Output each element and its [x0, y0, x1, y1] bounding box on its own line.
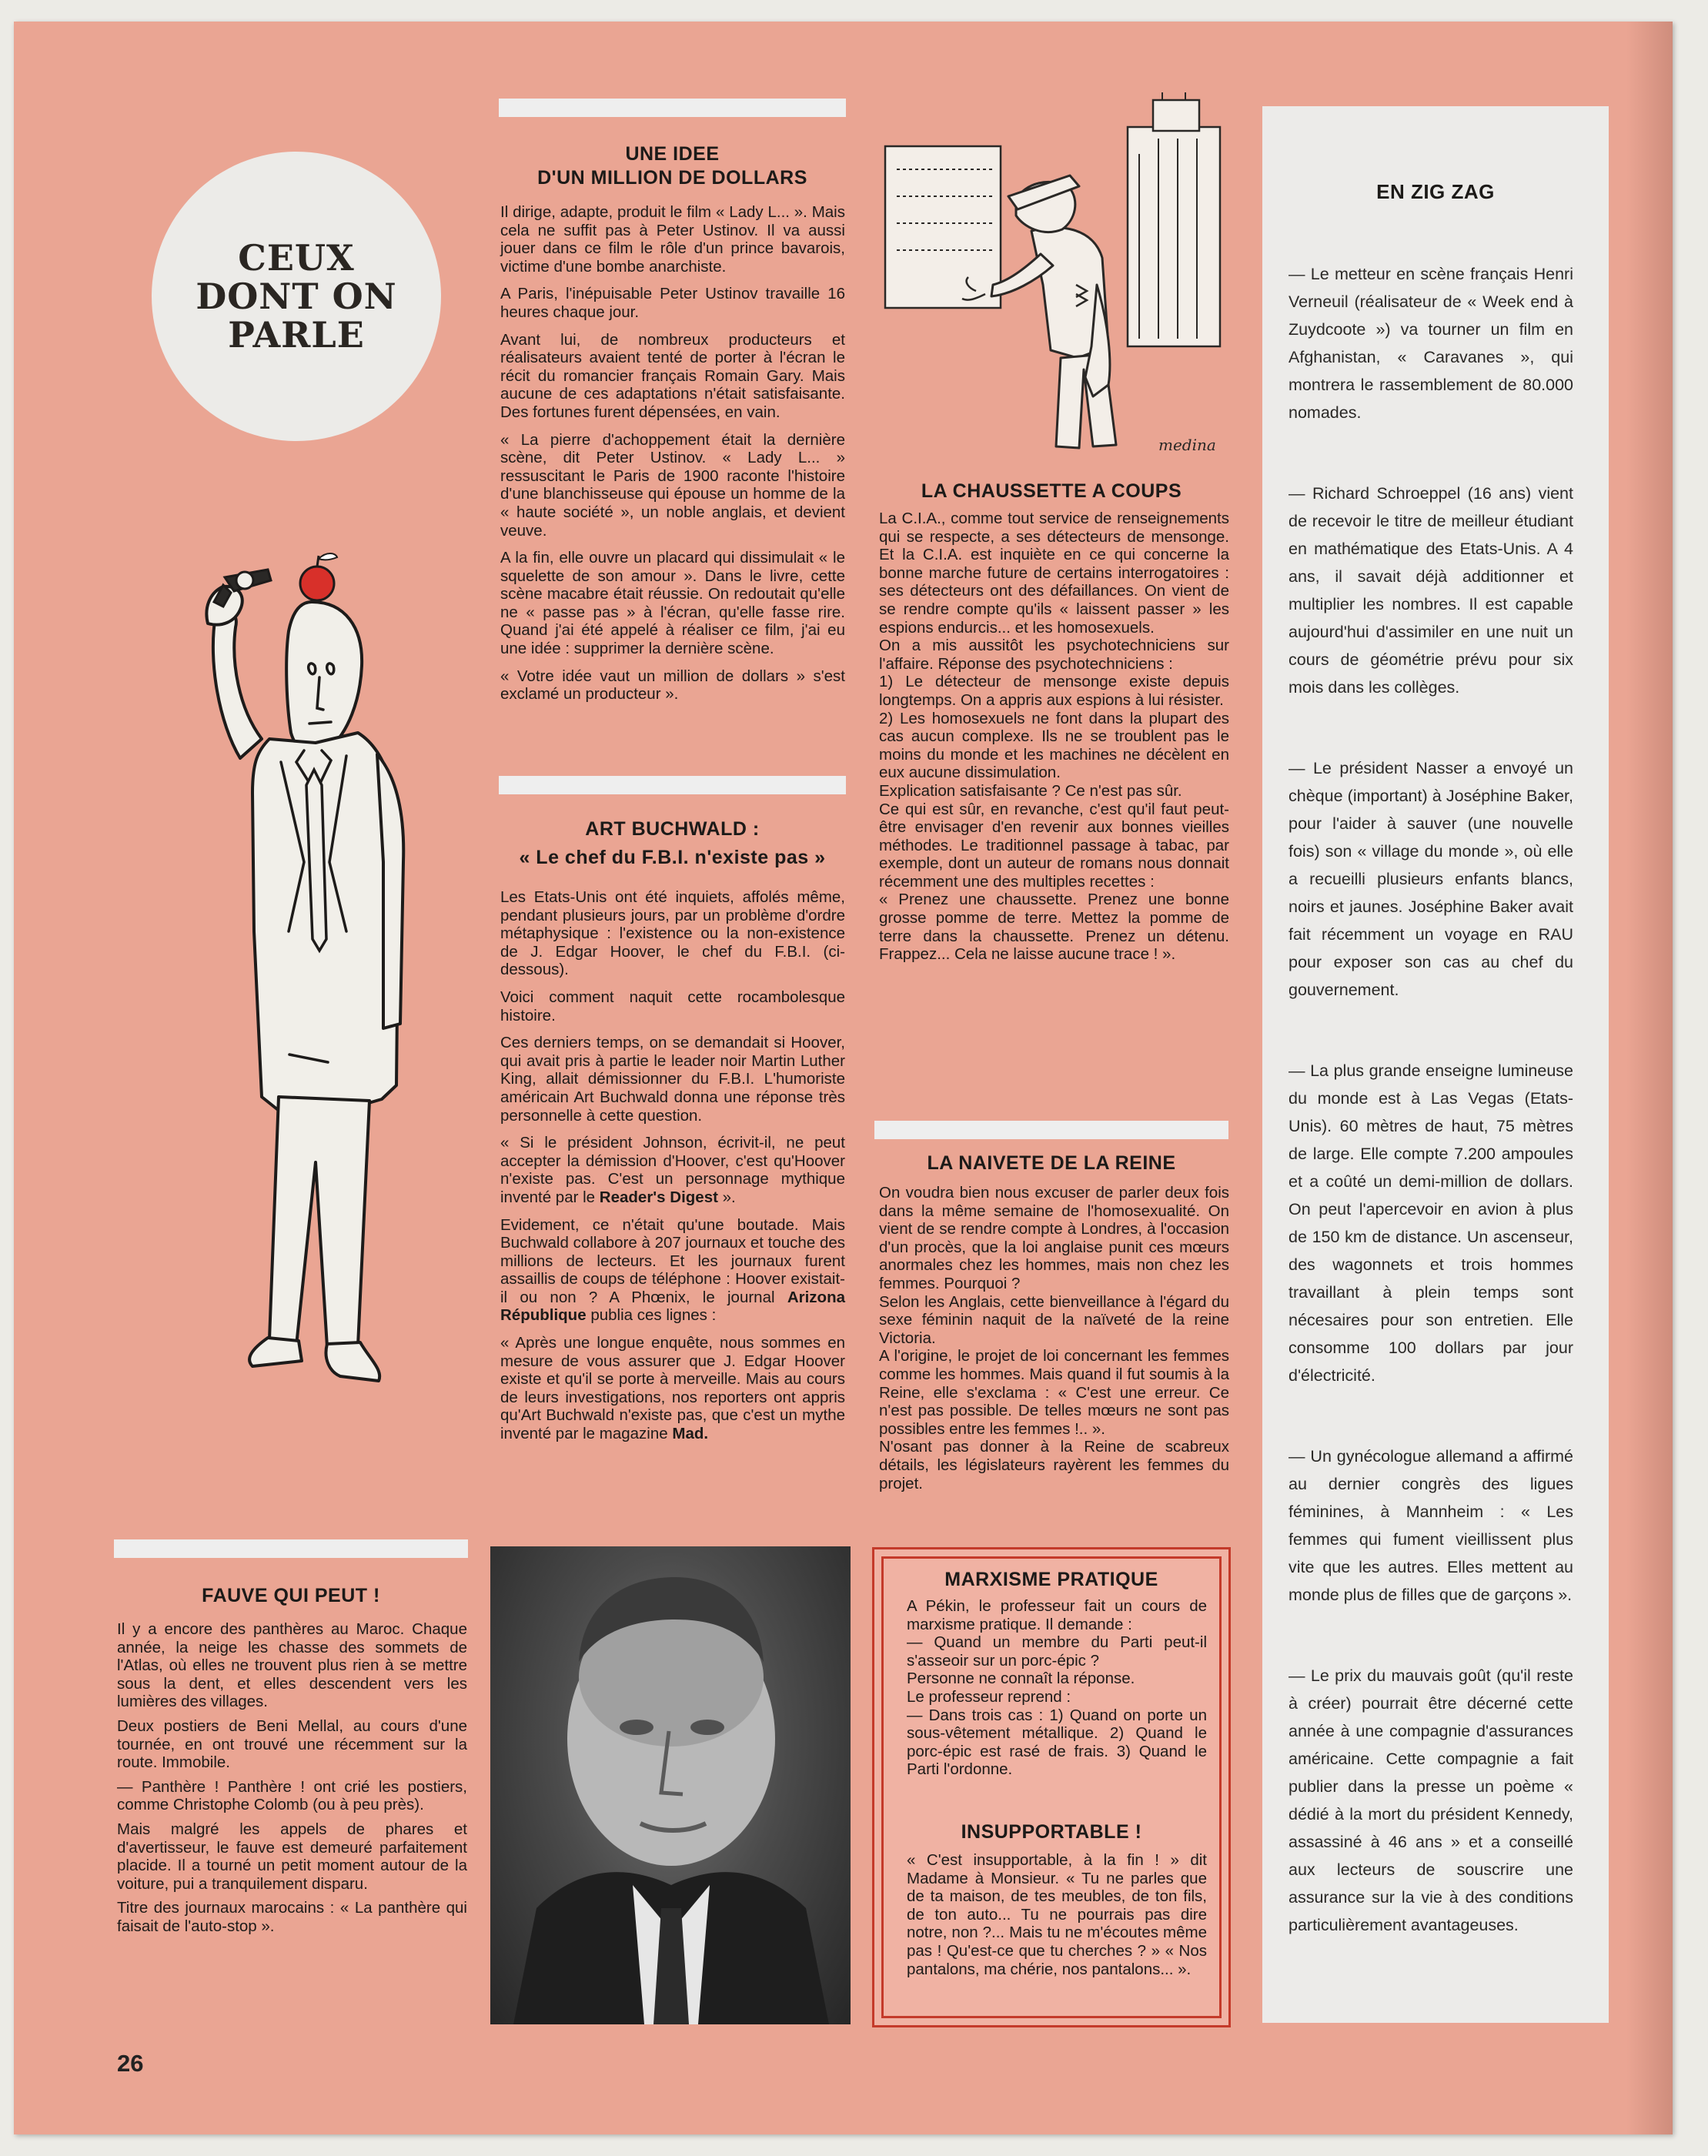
- paragraph: Voici comment naquit cette rocambolesque histoire.: [500, 988, 845, 1025]
- article-title: [499, 142, 846, 190]
- news-item: — Le metteur en scène français Henri Verneuil (réalisateur de « Week end à Zuydcoote ») va tourner un film en Afghanistan, « Caravanes », qui montrera le rassemblement de 80.000 nomades.: [1289, 265, 1573, 422]
- title-line: D'UN MILLION DE DOLLARS: [537, 167, 807, 189]
- divider-bar: [499, 99, 846, 117]
- article-reine-body: [879, 1184, 1229, 1492]
- spy-cartoon-illustration: [877, 92, 1232, 470]
- article-title: LA CHAUSSETTE A COUPS: [921, 480, 1182, 502]
- article-title: [499, 817, 846, 870]
- paragraph: — Dans trois cas : 1) Quand on porte un sous-vêtement métallique. 2) Quand le porc-épic est rasé de frais. 3) Quand le Parti l'ordonne.: [907, 1706, 1207, 1779]
- paragraph: On a mis aussitôt les psychotechniciens sur l'affaire. Réponse des psychotechniciens :: [879, 637, 1229, 673]
- article-marxisme-body: [907, 1597, 1207, 1779]
- paragraph: « Prenez une chaussette. Prenez une bonne grosse pomme de terre. Mettez la pomme de terre dans la chaussette. Prenez un détenu. Frappez... Cela ne laisse aucune trace ! ».: [879, 891, 1229, 964]
- paragraph: — Panthère ! Panthère ! ont crié les postiers, comme Christophe Colomb (ou à peu près).: [117, 1777, 467, 1814]
- paragraph: 1) Le détecteur de mensonge existe depuis longtemps. On a appris aux espions à lui résister.: [879, 673, 1229, 709]
- circle-title-line3: PARLE: [228, 314, 365, 356]
- article-title: LA NAIVETE DE LA REINE: [927, 1152, 1176, 1174]
- paragraph: Il dirige, adapte, produit le film « Lady L... ». Mais cela ne suffit pas à Peter Ustinov. Il va aussi jouer dans ce film le rôle d'un prince bavarois, victime d'une bombe anarchiste.: [500, 203, 845, 276]
- zigzag-sidebar: [1262, 106, 1609, 2023]
- paragraph: A Paris, l'inépuisable Peter Ustinov travaille 16 heures chaque jour.: [500, 285, 845, 321]
- paragraph: Ces derniers temps, on se demandait si Hoover, qui avait pris à partie le leader noir Martin Luther King, allait démissionner du F.B.I. L'humoriste américain Art Buchwald donna une réponse très personnelle à cette question.: [500, 1034, 845, 1125]
- paragraph: « C'est insupportable, à la fin ! » dit Madame à Monsieur. « Tu ne parles que de ta maison, de tes meubles, de ton fils, de ton auto... Tu ne pourrais pas dire notre, non ?... Mais tu ne m'écoutes même pas ! Qu'est-ce que tu cherches ? » « Nos pantalons, ma chérie, nos pantalons... ».: [907, 1851, 1207, 1978]
- paragraph: — Quand un membre du Parti peut-il s'asseoir sur un porc-épic ?: [907, 1633, 1207, 1670]
- title-line: ART BUCHWALD :: [585, 818, 760, 840]
- paragraph: « Votre idée vaut un million de dollars » s'est exclamé un producteur ».: [500, 667, 845, 704]
- marxisme-boxed-article: [872, 1547, 1231, 2027]
- zigzag-body: [1289, 260, 1573, 1992]
- paragraph: A la fin, elle ouvre un placard qui dissimulait « le squelette de son amour ». Dans le livre, cette scène macabre était réussie. On redoutait qu'elle ne « passe pas » à l'écran, qu'elle fasse rire. Quand j'ai été appelé à réaliser ce film, j'ai eu une idée : supprimer la dernière scène.: [500, 549, 845, 658]
- publication-name: Arizona République: [500, 1288, 845, 1325]
- page-number: 26: [117, 2050, 144, 2077]
- news-item: — Un gynécologue allemand a affirmé au dernier congrès des ligues féminines, à Mannheim : « Les femmes qui fument vieillissent plus vite que les autres. Elles mettent au monde plus de filles que de garçons ».: [1289, 1447, 1573, 1604]
- paragraph: Evidement, ce n'était qu'une boutade. Mais Buchwald collabore à 207 journaux et touche des millions de lecteurs. Et les journaux furent assaillis de coups de téléphone : Hoover existait-il ou non ? A Phœnix, le journal Arizona République publia ces lignes :: [500, 1215, 845, 1325]
- divider-bar: [874, 1121, 1228, 1139]
- paragraph: Personne ne connaît la réponse.: [907, 1670, 1135, 1688]
- divider-bar: [114, 1539, 468, 1558]
- paragraph: Selon les Anglais, cette bienveillance à l'égard du sexe féminin naquit de la naïveté de la reine Victoria.: [879, 1292, 1229, 1347]
- man-with-apple-illustration: [139, 531, 446, 1455]
- article-idee-body: [500, 203, 845, 713]
- sidebar-title: EN ZIG ZAG: [1376, 180, 1495, 203]
- paragraph: La C.I.A., comme tout service de renseignements qui se respecte, a ses détecteurs de mensonge. Et la C.I.A. est inquiète en ce qui concerne la bonne marche future de certains interrogatoires : ses détecteurs ont des défaillances. On vient de se rendre compte qu'ils « laissent passer » les espions endurcis... et les homosexuels.: [879, 510, 1229, 637]
- paragraph: Mais malgré les appels de phares et d'avertisseur, le fauve est demeuré parfaitement placide. Il a tourné un petit moment autour de la voiture, pui a tranquilement disparu.: [117, 1820, 467, 1893]
- article-insupportable-body: [907, 1851, 1207, 1978]
- cartoon-signature: medina: [1158, 436, 1216, 454]
- paragraph: Les Etats-Unis ont été inquiets, affolés même, pendant plusieurs jours, par un problème d'ordre métaphysique : l'existence ou la non-existence de J. Edgar Hoover, le chef du F.B.I. (ci-dessous).: [500, 888, 845, 979]
- article-title: MARXISME PRATIQUE: [944, 1569, 1158, 1590]
- publication-name: Mad.: [672, 1425, 709, 1443]
- publication-name: Reader's Digest: [599, 1188, 718, 1206]
- paragraph: Ce qui est sûr, en revanche, c'est qu'il faut peut-être envisager d'en revenir aux bonnes vieilles méthodes. Le traditionnel passage à tabac, par exemple, dont un auteur de romans nous donnait récemment une des multiples recettes :: [879, 800, 1229, 891]
- article-buchwald-body: [500, 888, 845, 1452]
- hoover-portrait-photo: [490, 1546, 851, 2024]
- paragraph: Titre des journaux marocains : « La panthère qui faisait de l'auto-stop ».: [117, 1899, 467, 1935]
- news-item: — Le président Nasser a envoyé un chèque (important) à Joséphine Baker, pour l'aider à sauver (une nouvelle fois) son « village du monde », où elle a recueilli plusieurs enfants blancs, noirs et jaunes. Joséphine Baker avait fait récemment un voyage en RAU pour exposer son cas au chef du gouvernement.: [1289, 759, 1573, 999]
- news-item: — Le prix du mauvais goût (qu'il reste à créer) pourrait être décerné cette année à une compagnie d'assurances américaine. Cette compagnie a fait publier dans la presse un poème « dédié à la mort du président Kennedy, assassiné à 46 ans » et a conseillé aux lecteurs de souscrire une assurance sur la vie à des conditions particulièrement avantageuses.: [1289, 1666, 1573, 1934]
- article-title: FAUVE QUI PEUT !: [202, 1585, 380, 1606]
- paragraph: 2) Les homosexuels ne font dans la plupart des cas aucun complexe. Ils ne se troublent pas le moins du monde et les machines ne décèlent en eux aucune dissimulation.: [879, 709, 1229, 782]
- article-chaussette-body: [879, 510, 1229, 964]
- paragraph: Il y a encore des panthères au Maroc. Chaque année, la neige les chasse des sommets de l'Atlas, où elles ne trouvent plus rien à se mettre sous la dent, et elles descendent vers les lumières des villages.: [117, 1620, 467, 1711]
- paragraph: N'osant pas donner à la Reine de scabreux détails, les législateurs rayèrent les femmes du projet.: [879, 1438, 1229, 1492]
- paragraph: A Pékin, le professeur fait un cours de marxisme pratique. Il demande :: [907, 1597, 1207, 1633]
- title-line: UNE IDEE: [625, 143, 720, 165]
- divider-bar: [499, 776, 846, 794]
- article-title: INSUPPORTABLE !: [961, 1821, 1142, 1843]
- circle-title-line1: CEUX: [238, 237, 355, 279]
- news-item: — Richard Schroeppel (16 ans) vient de recevoir le titre de meilleur étudiant en mathématique des Etats-Unis. A 4 ans, il savait déjà additionner et multiplier les nombres. Il est capable aujourd'hui d'assimiler en une nuit un cours de géométrie prévu pour six mois dans les collèges.: [1289, 484, 1573, 697]
- paragraph: A l'origine, le projet de loi concernant les femmes comme les hommes. Mais quand il fut soumis à la Reine, elle s'exclama : « C'est une erreur. Ce n'est pas possible. De telles mœurs ne sont pas possibles entre les femmes !.. ».: [879, 1347, 1229, 1438]
- paragraph: Le professeur reprend :: [907, 1687, 1071, 1706]
- section-title-badge: [152, 152, 441, 441]
- paragraph: « Après une longue enquête, nous sommes en mesure de vous assurer que J. Edgar Hoover existe et qu'il se porte à merveille. Mais au cours de leurs investigations, nos reporters ont appris qu'Art Buchwald n'existe pas, que c'est un mythe inventé par le magazine Mad.: [500, 1334, 845, 1443]
- paragraph: Deux postiers de Beni Mellal, au cours d'une tournée, en ont trouvé une récemment sur la route. Immobile.: [117, 1716, 467, 1772]
- paragraph: On voudra bien nous excuser de parler deux fois dans la même semaine de l'homosexualité. On vient de se rendre compte à Londres, à l'occasion d'un procès, que la loi anglaise punit ces mœurs anormales chez les hommes, mais non chez les femmes. Pourquoi ?: [879, 1184, 1229, 1292]
- paragraph: Avant lui, de nombreux producteurs et réalisateurs avaient tenté de porter à l'écran le récit du romancier français Romain Gary. Mais aucune de ces adaptations n'était satisfaisante. Des fortunes furent dépensées, en vain.: [500, 330, 845, 421]
- news-item: — La plus grande enseigne lumineuse du monde est à Las Vegas (Etats-Unis). 60 mètres de haut, 75 mètres de large. Elle compte 7.200 ampoules et a coûté un demi-million de dollars. On peut l'apercevoir en avion à plus de 150 km de distance. Un ascenseur, des wagonnets et trois hommes travaillant à plein temps sont nécesaires pour son entretien. Elle consomme 100 dollars par jour d'électricité.: [1289, 1061, 1573, 1385]
- paragraph: « Si le président Johnson, écrivit-il, ne peut accepter la démission d'Hoover, c'est qu'Hoover n'existe pas. C'est un personnage mythique inventé par le Reader's Digest ».: [500, 1134, 845, 1206]
- article-fauve-body: [117, 1620, 467, 1945]
- circle-title-line2: DONT ON: [196, 276, 397, 317]
- paragraph: « La pierre d'achoppement était la dernière scène, dit Peter Ustinov. « Lady L... » ressuscitant le Paris de 1900 raconte l'histoire d'une blanchisseuse qui épouse un homme de la « haute société », un noble anglais, et devient veuve.: [500, 430, 845, 540]
- portrait-drawing: [490, 1546, 851, 2024]
- title-line: « Le chef du F.B.I. n'existe pas »: [519, 847, 826, 868]
- paragraph: Explication satisfaisante ? Ce n'est pas sûr.: [879, 781, 1182, 800]
